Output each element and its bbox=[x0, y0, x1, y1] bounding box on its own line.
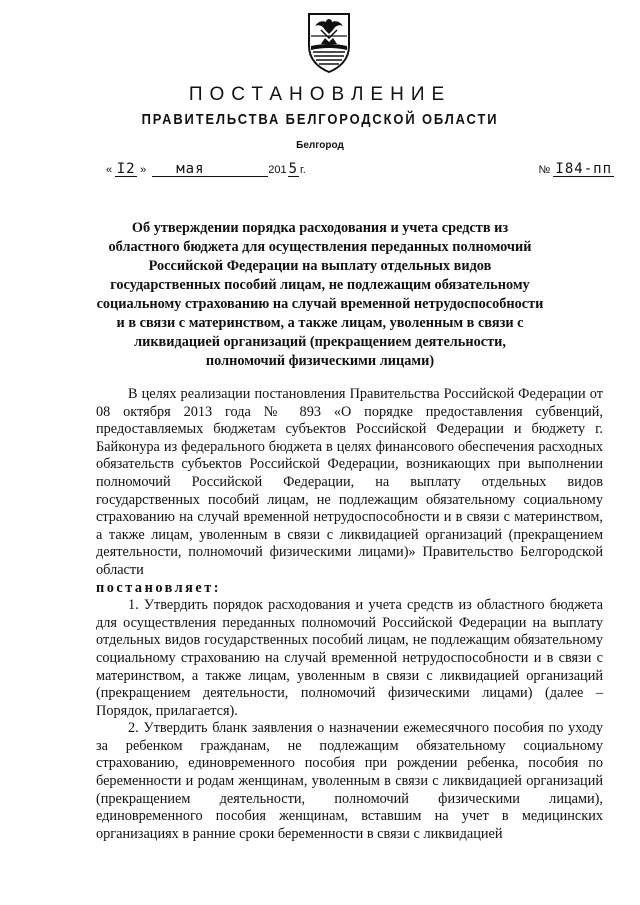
document-date bbox=[106, 162, 306, 177]
body-preamble: В целях реализации постановления Правительства Российской Федерации от 08 октября 2013 года № 893 «О порядке предоставления субвенций, предоставляемых бюджетам субъектов Российской Федерации и бюджету г. Байконура из федерального бюджета в целях финансового обеспечения расходных обязательств субъектов Российской Федерации, возникающих при выполнении полномочий Российской Федерации, на выплату отдельных видов государственных пособий лицам, не подлежащим обязательному социальному страхованию на случай временной нетрудоспособности и в связи с материнством, а также лицам, уволенным в связи с ликвидацией организаций (прекращением деятельности, полномочий физическими лицами)» Правительство Белгородской области bbox=[96, 386, 603, 578]
date-month: мая bbox=[152, 162, 268, 177]
date-day: I2 bbox=[116, 161, 136, 177]
issuing-authority: ПРАВИТЕЛЬСТВА БЕЛГОРОДСКОЙ ОБЛАСТИ bbox=[141, 111, 499, 128]
document-type-title: ПОСТАНОВЛЕНИЕ bbox=[188, 84, 452, 105]
resolves-keyword: постановляет: bbox=[96, 579, 222, 596]
date-number-line bbox=[106, 160, 614, 180]
date-open-quote: « bbox=[106, 164, 113, 176]
city-name: Белгород bbox=[296, 140, 344, 151]
coat-of-arms-emblem bbox=[307, 12, 351, 74]
date-year-digit: 5 bbox=[288, 161, 299, 177]
date-year-prefix: 201 bbox=[268, 164, 287, 176]
date-close-quote: » bbox=[140, 164, 147, 176]
number-label: № bbox=[538, 164, 551, 176]
body-item-1: 1. Утвердить порядок расходования и учета средств из областного бюджета для осуществления переданных полномочий Российской Федерации на выплату отдельных видов государственных пособий лицам, не подлежащим обязательному социальному страхованию на случай временной нетрудоспособности и в связи с материнством, а также лицам, уволенным в связи с ликвидацией организаций (прекращением деятельности, полномочий физическими лицами) (далее – Порядок, прилагается). bbox=[96, 597, 603, 719]
body-item-2: 2. Утвердить бланк заявления о назначении ежемесячного пособия по уходу за ребенком гражданам, не подлежащим обязательному социальному страхованию, единовременного пособия при рождении ребенка, пособия по беременности и родам женщинам, уволенным в связи с ликвидацией организаций (прекращением деятельности, полномочий физическими лицами), единовременного пособия женщинам, вставшим на учет в медицинских организациях в ранние сроки беременности в связи с ликвидацией bbox=[96, 720, 603, 842]
resolution-body bbox=[96, 386, 603, 843]
number-value: I84-пп bbox=[555, 161, 612, 177]
document-number bbox=[539, 162, 614, 177]
date-year-suffix: г. bbox=[300, 164, 306, 176]
resolution-heading: Об утверждении порядка расходования и учета средств из областного бюджета для осуществления переданных полномочий Российской Федерации на выплату отдельных видов государственных пособий лицам, не подлежащим обязательному социальному страхованию на случай временной нетрудоспособности и в связи с материнством, а также лицам, уволенным в связи с ликвидацией организаций (прекращением деятельности, полномочий физическими лицами) bbox=[96, 220, 544, 369]
